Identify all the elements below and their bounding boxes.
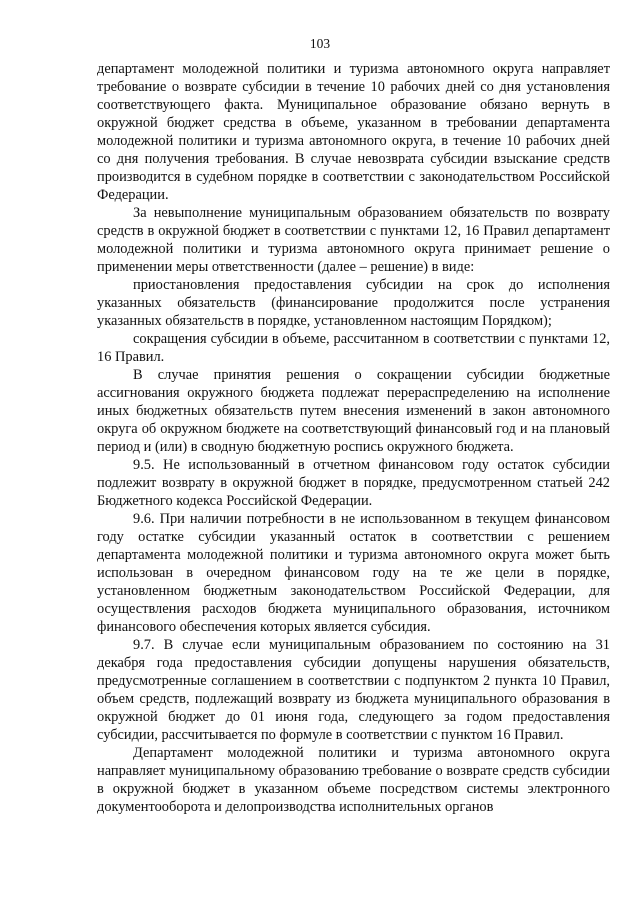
paragraph-liability-measures: За невыполнение муниципальным образованием обязательств по возврату средств в окружной бюджет в соответствии с пунктами 12, 16 Правил департамент молодежной политики и туризма автономного округа принимает решение о применении меры ответственности (далее – решение) в виде:	[97, 205, 610, 275]
paragraph-reduction: сокращения субсидии в объеме, рассчитанном в соответствии с пунктами 12, 16 Правил.	[97, 331, 610, 365]
page-number: 103	[309, 36, 331, 51]
paragraph-subsidy-return-requirement: департамент молодежной политики и туризма автономного округа направляет требование о возврате субсидии в течение 10 рабочих дней со дня установления соответствующего факта. Муниципальное образование обязано вернуть в окружной бюджет средства в объеме, указанном в требовании департамента молодежной политики и туризма автономного округа, в течение 10 рабочих дней со дня получения требования. В случае невозврата субсидии взыскание средств производится в судебном порядке в соответствии с законодательством Российской Федерации.	[97, 61, 610, 203]
paragraph-clause-9-6: 9.6. При наличии потребности в не использованном в текущем финансовом году остатке субсидии указанный остаток в соответствии с решением департамента молодежной политики и туризма автономного округа может быть использован в очередном финансовом году на те же цели в порядке, установленном бюджетным законодательством Российской Федерации, для осуществления расходов бюджета муниципального образования, источником финансового обеспечения которых является субсидия.	[97, 511, 610, 635]
paragraph-department-request: Департамент молодежной политики и туризма автономного округа направляет муниципальному образованию требование о возврате средств субсидии в окружной бюджет в указанном объеме посредством системы электронного документооборота и делопроизводства исполнительных органов	[97, 745, 610, 815]
paragraph-clause-9-5: 9.5. Не использованный в отчетном финансовом году остаток субсидии подлежит возврату в окружной бюджет в порядке, предусмотренном статьей 242 Бюджетного кодекса Российской Федерации.	[97, 457, 610, 509]
paragraph-reallocation: В случае принятия решения о сокращении субсидии бюджетные ассигнования окружного бюджета подлежат перераспределению на исполнение иных бюджетных обязательств путем внесения изменений в закон автономного округа об окружном бюджете на соответствующий финансовый год и на плановый период и (или) в сводную бюджетную роспись окружного бюджета.	[97, 367, 610, 455]
document-body	[97, 60, 610, 816]
paragraph-suspension: приостановления предоставления субсидии на срок до исполнения указанных обязательств (финансирование продолжится после устранения указанных обязательств в порядке, установленном настоящим Порядком);	[97, 277, 610, 329]
paragraph-clause-9-7: 9.7. В случае если муниципальным образованием по состоянию на 31 декабря года предоставления субсидии допущены нарушения обязательств, предусмотренные соглашением в соответствии с подпунктом 2 пункта 10 Правил, объем средств, подлежащий возврату из бюджета муниципального образования в окружной бюджет до 01 июня года, следующего за годом предоставления субсидии, рассчитывается по формуле в соответствии с пунктом 16 Правил.	[97, 637, 610, 743]
